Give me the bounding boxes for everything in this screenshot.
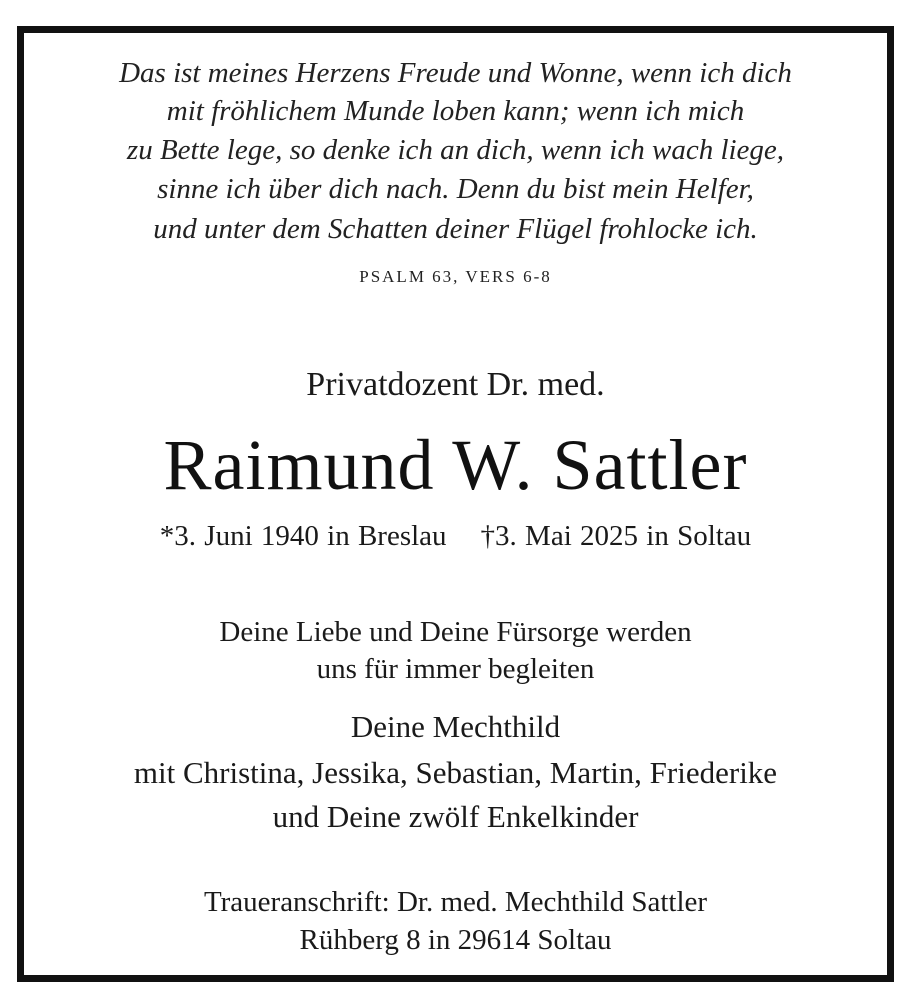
birth-date: *3. Juni 1940 in Breslau: [159, 520, 447, 552]
psalm-line-4: sinne ich über dich nach. Denn du bist mein Helfer,: [157, 173, 754, 205]
family-line-2: mit Christina, Jessika, Sebastian, Martin, Friederike: [133, 755, 778, 790]
deceased-name: Raimund W. Sattler: [163, 425, 748, 505]
psalm-line-1: Das ist meines Herzens Freude und Wonne, wenn ich dich: [119, 57, 792, 89]
family-line-1: Deine Mechthild: [350, 709, 561, 744]
obituary-content: [24, 33, 887, 975]
address-line-2: Rühberg 8 in 29614 Soltau: [299, 924, 612, 956]
psalm-line-5: und unter dem Schatten deiner Flügel frohlocke ich.: [153, 213, 758, 245]
message-line-1: Deine Liebe und Deine Fürsorge werden: [219, 616, 692, 648]
address-line-1: Traueranschrift: Dr. med. Mechthild Sattler: [203, 886, 708, 918]
psalm-line-3: zu Bette lege, so denke ich an dich, wenn ich wach liege,: [126, 134, 785, 166]
obituary-border: [17, 26, 894, 982]
death-date: †3. Mai 2025 in Soltau: [480, 520, 752, 552]
family-line-3: und Deine zwölf Enkelkinder: [272, 799, 639, 834]
psalm-reference: PSALM 63, VERS 6-8: [359, 267, 552, 286]
life-dates: [24, 520, 887, 553]
message-line-2: uns für immer begleiten: [316, 653, 595, 685]
psalm-line-2: mit fröhlichem Munde loben kann; wenn ich mich: [166, 95, 745, 127]
deceased-title: Privatdozent Dr. med.: [306, 366, 605, 403]
